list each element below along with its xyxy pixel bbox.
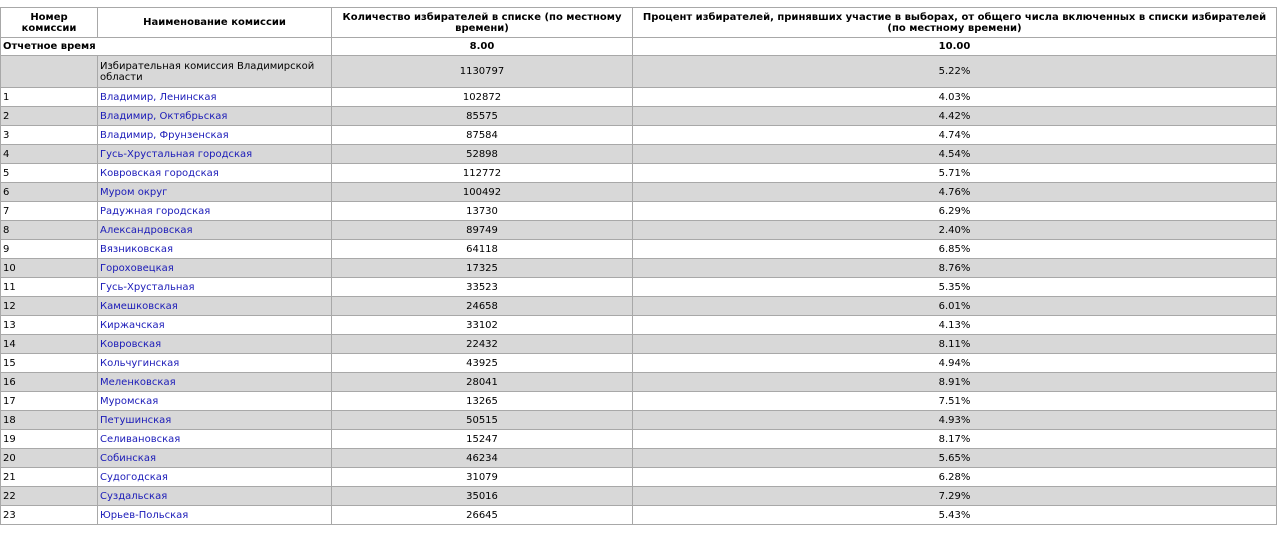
commission-number: 14: [1, 335, 98, 354]
table-row: [1, 240, 1277, 259]
report-time-voters: 8.00: [332, 38, 633, 56]
table-row: [1, 335, 1277, 354]
table-row: [1, 468, 1277, 487]
summary-percent: 5.22%: [633, 56, 1277, 88]
commission-name-link[interactable]: Ковровская городская: [100, 167, 219, 179]
commission-name-cell: [98, 487, 332, 506]
commission-name-link[interactable]: Суздальская: [100, 490, 168, 502]
commission-voters: 13265: [332, 392, 633, 411]
turnout-table: [0, 7, 1277, 525]
commission-number: 4: [1, 145, 98, 164]
commission-percent: 6.29%: [633, 202, 1277, 221]
commission-name-link[interactable]: Киржачская: [100, 319, 165, 331]
table-row: [1, 449, 1277, 468]
commission-name-cell: [98, 202, 332, 221]
commission-name-cell: [98, 297, 332, 316]
commission-name-cell: [98, 183, 332, 202]
commission-name-cell: [98, 373, 332, 392]
commission-name-link[interactable]: Владимир, Октябрьская: [100, 110, 228, 122]
summary-voters: 1130797: [332, 56, 633, 88]
commission-name-cell: [98, 278, 332, 297]
commission-number: 11: [1, 278, 98, 297]
commission-name-link[interactable]: Юрьев-Польская: [100, 509, 189, 521]
commission-number: 15: [1, 354, 98, 373]
commission-voters: 24658: [332, 297, 633, 316]
commission-number: 5: [1, 164, 98, 183]
commission-name-link[interactable]: Муромская: [100, 395, 159, 407]
commission-number: 23: [1, 506, 98, 525]
commission-voters: 28041: [332, 373, 633, 392]
commission-name-cell: [98, 164, 332, 183]
commission-name-link[interactable]: Владимир, Фрунзенская: [100, 129, 229, 141]
commission-name-cell: [98, 107, 332, 126]
table-row: [1, 164, 1277, 183]
commission-voters: 26645: [332, 506, 633, 525]
table-row: [1, 278, 1277, 297]
commission-number: 17: [1, 392, 98, 411]
commission-voters: 89749: [332, 221, 633, 240]
header-row: [1, 8, 1277, 38]
header-number: Номер комиссии: [1, 8, 98, 38]
commission-name-link[interactable]: Гороховецкая: [100, 262, 174, 274]
commission-name-cell: [98, 449, 332, 468]
commission-name-cell: [98, 411, 332, 430]
commission-name-cell: [98, 126, 332, 145]
commission-number: 10: [1, 259, 98, 278]
summary-row: [1, 56, 1277, 88]
table-row: [1, 354, 1277, 373]
commission-percent: 4.42%: [633, 107, 1277, 126]
header-voters: Количество избирателей в списке (по местному времени): [332, 8, 633, 38]
commission-name-link[interactable]: Петушинская: [100, 414, 172, 426]
commission-name-link[interactable]: Собинская: [100, 452, 156, 464]
commission-voters: 22432: [332, 335, 633, 354]
summary-name: Избирательная комиссия Владимирской области: [98, 56, 332, 88]
table-row: [1, 88, 1277, 107]
commission-percent: 4.93%: [633, 411, 1277, 430]
commission-name-link[interactable]: Владимир, Ленинская: [100, 91, 217, 103]
commission-voters: 33523: [332, 278, 633, 297]
commission-voters: 102872: [332, 88, 633, 107]
commission-percent: 4.03%: [633, 88, 1277, 107]
commission-number: 9: [1, 240, 98, 259]
table-row: [1, 107, 1277, 126]
commission-name-link[interactable]: Муром округ: [100, 186, 168, 198]
header-percent: Процент избирателей, принявших участие в выборах, от общего числа включенных в списки избирателей (по местному времени): [633, 8, 1277, 38]
commission-number: 2: [1, 107, 98, 126]
commission-number: 6: [1, 183, 98, 202]
commission-voters: 50515: [332, 411, 633, 430]
commission-percent: 4.13%: [633, 316, 1277, 335]
header-name: Наименование комиссии: [98, 8, 332, 38]
commission-voters: 112772: [332, 164, 633, 183]
table-row: [1, 373, 1277, 392]
report-time-percent: 10.00: [633, 38, 1277, 56]
commission-voters: 35016: [332, 487, 633, 506]
commission-percent: 7.51%: [633, 392, 1277, 411]
commission-voters: 33102: [332, 316, 633, 335]
table-row: [1, 259, 1277, 278]
commission-number: 18: [1, 411, 98, 430]
commission-percent: 5.43%: [633, 506, 1277, 525]
table-row: [1, 411, 1277, 430]
commission-name-link[interactable]: Судогодская: [100, 471, 168, 483]
commission-name-cell: [98, 221, 332, 240]
commission-percent: 6.28%: [633, 468, 1277, 487]
commission-name-cell: [98, 259, 332, 278]
commission-name-cell: [98, 335, 332, 354]
commission-name-cell: [98, 468, 332, 487]
report-time-row: [1, 38, 1277, 56]
commission-voters: 52898: [332, 145, 633, 164]
commission-number: 3: [1, 126, 98, 145]
table-row: [1, 126, 1277, 145]
commission-percent: 5.35%: [633, 278, 1277, 297]
commission-voters: 100492: [332, 183, 633, 202]
commission-name-link[interactable]: Александровская: [100, 224, 193, 236]
commission-name-cell: [98, 316, 332, 335]
commission-voters: 46234: [332, 449, 633, 468]
commission-percent: 4.74%: [633, 126, 1277, 145]
commission-percent: 4.94%: [633, 354, 1277, 373]
commission-number: 19: [1, 430, 98, 449]
commission-name-cell: [98, 88, 332, 107]
commission-name-link[interactable]: Радужная городская: [100, 205, 211, 217]
commission-percent: 6.85%: [633, 240, 1277, 259]
commission-percent: 5.71%: [633, 164, 1277, 183]
table-row: [1, 183, 1277, 202]
commission-voters: 85575: [332, 107, 633, 126]
commission-name-cell: [98, 392, 332, 411]
commission-name-link[interactable]: Гусь-Хрустальная: [100, 281, 195, 293]
commission-number: 1: [1, 88, 98, 107]
table-row: [1, 506, 1277, 525]
commission-voters: 17325: [332, 259, 633, 278]
table-row: [1, 392, 1277, 411]
commission-number: 7: [1, 202, 98, 221]
commission-name-cell: [98, 240, 332, 259]
commission-name-link[interactable]: Гусь-Хрустальная городская: [100, 148, 253, 160]
commission-number: 8: [1, 221, 98, 240]
commission-name-cell: [98, 354, 332, 373]
commission-number: 20: [1, 449, 98, 468]
commission-percent: 8.91%: [633, 373, 1277, 392]
commission-name-cell: [98, 430, 332, 449]
commission-percent: 6.01%: [633, 297, 1277, 316]
commission-number: 12: [1, 297, 98, 316]
results-table-container: [0, 7, 1276, 525]
commission-percent: 8.76%: [633, 259, 1277, 278]
commission-number: 22: [1, 487, 98, 506]
commission-voters: 64118: [332, 240, 633, 259]
commission-voters: 13730: [332, 202, 633, 221]
table-row: [1, 202, 1277, 221]
commission-percent: 4.76%: [633, 183, 1277, 202]
commission-voters: 31079: [332, 468, 633, 487]
table-row: [1, 316, 1277, 335]
commission-percent: 8.17%: [633, 430, 1277, 449]
commission-voters: 43925: [332, 354, 633, 373]
table-row: [1, 430, 1277, 449]
table-row: [1, 145, 1277, 164]
commission-name-link[interactable]: Кольчугинская: [100, 357, 180, 369]
commission-percent: 8.11%: [633, 335, 1277, 354]
commission-voters: 87584: [332, 126, 633, 145]
commission-percent: 4.54%: [633, 145, 1277, 164]
commission-number: 21: [1, 468, 98, 487]
commission-percent: 5.65%: [633, 449, 1277, 468]
commission-number: 16: [1, 373, 98, 392]
commission-percent: 7.29%: [633, 487, 1277, 506]
commission-name-cell: [98, 145, 332, 164]
commission-name-link[interactable]: Меленковская: [100, 376, 176, 388]
commission-name-link[interactable]: Ковровская: [100, 338, 162, 350]
table-row: [1, 487, 1277, 506]
commission-name-link[interactable]: Вязниковская: [100, 243, 173, 255]
commission-name-cell: [98, 506, 332, 525]
table-row: [1, 297, 1277, 316]
commission-number: 13: [1, 316, 98, 335]
commission-name-link[interactable]: Селивановская: [100, 433, 181, 445]
commission-name-link[interactable]: Камешковская: [100, 300, 178, 312]
table-row: [1, 221, 1277, 240]
commission-voters: 15247: [332, 430, 633, 449]
summary-number: [1, 56, 98, 88]
report-time-label: Отчетное время: [1, 38, 332, 56]
commission-percent: 2.40%: [633, 221, 1277, 240]
